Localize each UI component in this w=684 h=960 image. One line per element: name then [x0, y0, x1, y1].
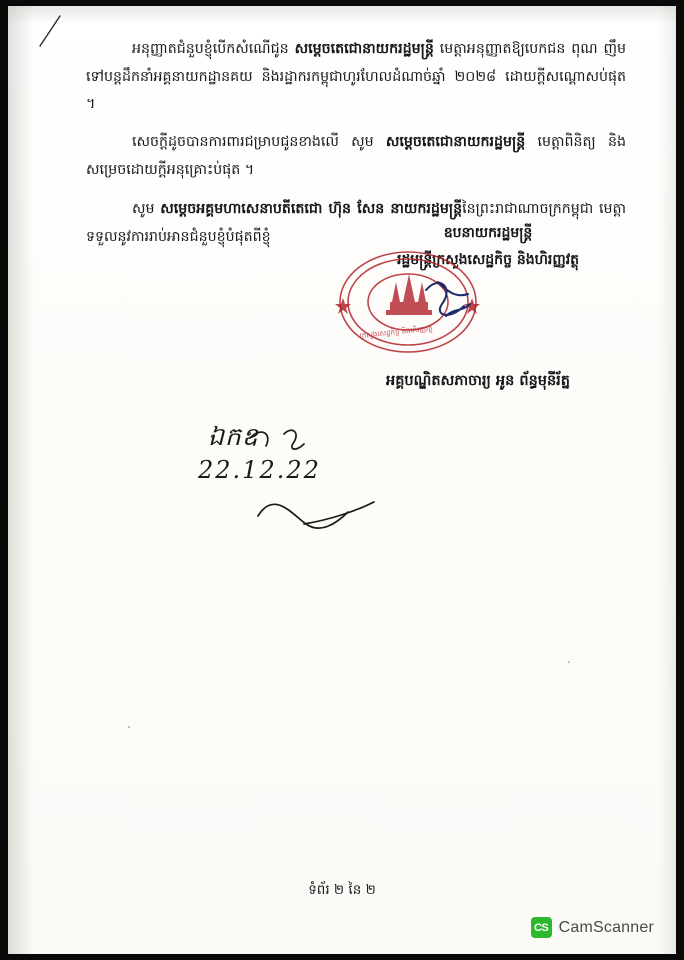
svg-text:ក្រសួងសេដ្ឋកិច្ច និងហិរញ្ញវត្ថ: ក្រសួងសេដ្ឋកិច្ច និងហិរញ្ញវត្ថុ [359, 324, 433, 340]
handwritten-annotation [188, 416, 488, 556]
handwritten-date-text: 22.12.22 [198, 456, 321, 484]
paragraph-2-segment-2: សម្តេចតេជោនាយករដ្ឋមន្ត្រី [385, 134, 526, 151]
paragraph-2-segment-1: សេចក្តីដូចបានការពារជម្រាបជូនខាងលើ សូម [132, 134, 386, 151]
signature-subtitle: រដ្ឋមន្ត្រីក្រសួងសេដ្ឋកិច្ច និងហិរញ្ញវត្ថុ [396, 251, 580, 268]
official-stamp-icon [330, 246, 505, 376]
handwritten-note-text: ឯកឧ [208, 422, 259, 451]
document-page [8, 6, 676, 954]
paragraph-2 [86, 129, 626, 184]
paragraph-3-segment-1: សូម [132, 201, 161, 218]
camscanner-watermark [531, 917, 654, 938]
page-number-footer: ទំព័រ ២ នៃ ២ [308, 882, 376, 898]
paragraph-1-segment-2: សម្តេចតេជោនាយករដ្ឋមន្ត្រី [294, 41, 434, 57]
page-edge-shadow-left [8, 6, 34, 954]
paragraph-3-segment-3: នៃព្រះរាជាណាចក្រកម្ពុជា មេត្តាទទួលនូវការរាប់អានជំនួបខ្ញុំបំផុតពីខ្ញុំ [86, 201, 626, 246]
camscanner-badge-icon: CS [531, 917, 552, 938]
page-edge-shadow-top [8, 6, 676, 24]
paragraph-1 [86, 36, 626, 119]
paragraph-1-segment-3: មេត្តាអនុញ្ញាតឱ្យបេកជន ពុណ ញឹម ទៅបន្តដឹកនាំអគ្គនាយកដ្ឋានគយ និងរដ្ឋាករកម្ពុជាហូរហែលដំណាច់ឆ្នាំ ២០២៨ ដោយក្តីសណ្តោសប់ផុត ។ [86, 41, 626, 113]
page-edge-shadow-right [658, 6, 676, 954]
paragraph-1-segment-1: អនុញ្ញាតជំនួបខ្ញុំបើកសំណើជូន [132, 41, 295, 57]
pen-stroke-mark-icon [38, 14, 64, 48]
scan-speck [568, 661, 570, 663]
paragraph-2-segment-3: មេត្តាពិនិត្យ និងសម្រេចដោយក្តីអនុគ្រោះប់ផុត ។ [86, 134, 626, 178]
camscanner-label: CamScanner [558, 918, 654, 936]
signature-title: ឧបនាយករដ្ឋមន្ត្រី [443, 225, 533, 241]
signer-name: អគ្គបណ្ឌិតសភាចារ្យ អូន ព័ន្ធមុនីរ័ត្ន [386, 373, 570, 389]
paragraph-3-segment-2: សម្តេចអគ្គមហាសេនាបតីតេជោ ហ៊ុន សែន នាយករដ្ឋមន្ត្រី [160, 201, 463, 218]
scan-speck [128, 726, 130, 728]
